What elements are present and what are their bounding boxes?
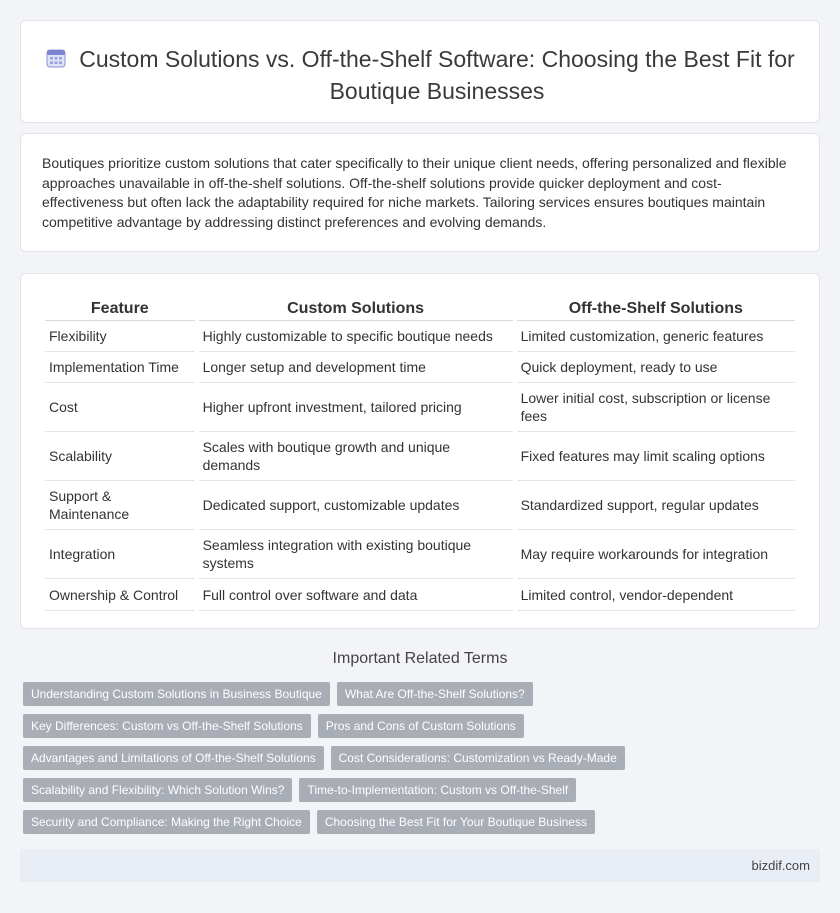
off-the-shelf-cell: Quick deployment, ready to use xyxy=(517,352,795,383)
related-terms-list xyxy=(23,682,823,842)
custom-cell: Dedicated support, customizable updates xyxy=(199,481,513,530)
related-tag[interactable]: Cost Considerations: Customization vs Ready-Made xyxy=(331,746,625,770)
off-the-shelf-cell: May require workarounds for integration xyxy=(517,530,795,579)
header-off-the-shelf: Off-the-Shelf Solutions xyxy=(517,294,795,321)
related-tag[interactable]: Key Differences: Custom vs Off-the-Shelf Solutions xyxy=(23,714,311,738)
table-header-row xyxy=(45,294,795,321)
related-tag[interactable]: Security and Compliance: Making the Right Choice xyxy=(23,810,310,834)
footer-site-link[interactable]: bizdif.com xyxy=(751,858,810,873)
related-tag[interactable]: Understanding Custom Solutions in Business Boutique xyxy=(23,682,330,706)
custom-cell: Scales with boutique growth and unique demands xyxy=(199,432,513,481)
table-row xyxy=(45,579,795,611)
off-the-shelf-cell: Limited control, vendor-dependent xyxy=(517,579,795,611)
comparison-table-card xyxy=(20,273,820,629)
feature-cell: Flexibility xyxy=(45,321,195,352)
page-title: Custom Solutions vs. Off-the-Shelf Software: Choosing the Best Fit for Boutique Businesses xyxy=(79,46,795,104)
table-row xyxy=(45,481,795,530)
related-tag[interactable]: Choosing the Best Fit for Your Boutique Business xyxy=(317,810,595,834)
table-row xyxy=(45,321,795,352)
table-row xyxy=(45,432,795,481)
intro-paragraph: Boutiques prioritize custom solutions that cater specifically to their unique client needs, offering personalized and flexible approaches unavailable in off-the-shelf solutions. Off-the-shelf solutions provide quicker deployment and cost-effectiveness but often lack the adaptability required for niche markets. Tailoring services ensures boutiques maintain competitive advantage by addressing distinct preferences and evolving demands. xyxy=(42,155,787,230)
comparison-table xyxy=(41,294,799,611)
custom-cell: Full control over software and data xyxy=(199,579,513,611)
off-the-shelf-cell: Lower initial cost, subscription or license fees xyxy=(517,383,795,432)
header-feature: Feature xyxy=(45,294,195,321)
header-custom: Custom Solutions xyxy=(199,294,513,321)
custom-cell: Seamless integration with existing boutique systems xyxy=(199,530,513,579)
related-tag[interactable]: Pros and Cons of Custom Solutions xyxy=(318,714,524,738)
feature-cell: Ownership & Control xyxy=(45,579,195,611)
off-the-shelf-cell: Fixed features may limit scaling options xyxy=(517,432,795,481)
feature-cell: Integration xyxy=(45,530,195,579)
related-tag[interactable]: What Are Off-the-Shelf Solutions? xyxy=(337,682,533,706)
custom-cell: Highly customizable to specific boutique needs xyxy=(199,321,513,352)
related-tag[interactable]: Advantages and Limitations of Off-the-Shelf Solutions xyxy=(23,746,324,770)
custom-cell: Longer setup and development time xyxy=(199,352,513,383)
intro-card xyxy=(20,133,820,252)
off-the-shelf-cell: Limited customization, generic features xyxy=(517,321,795,352)
feature-cell: Scalability xyxy=(45,432,195,481)
related-terms-title: Important Related Terms xyxy=(332,650,508,667)
off-the-shelf-cell: Standardized support, regular updates xyxy=(517,481,795,530)
feature-cell: Cost xyxy=(45,383,195,432)
custom-cell: Higher upfront investment, tailored pricing xyxy=(199,383,513,432)
table-row xyxy=(45,383,795,432)
related-tag[interactable]: Scalability and Flexibility: Which Solution Wins? xyxy=(23,778,292,802)
footer xyxy=(20,849,820,882)
table-row xyxy=(45,352,795,383)
header-card xyxy=(20,20,820,123)
table-row xyxy=(45,530,795,579)
feature-cell: Support & Maintenance xyxy=(45,481,195,530)
related-tag[interactable]: Time-to-Implementation: Custom vs Off-the-Shelf xyxy=(299,778,576,802)
feature-cell: Implementation Time xyxy=(45,352,195,383)
